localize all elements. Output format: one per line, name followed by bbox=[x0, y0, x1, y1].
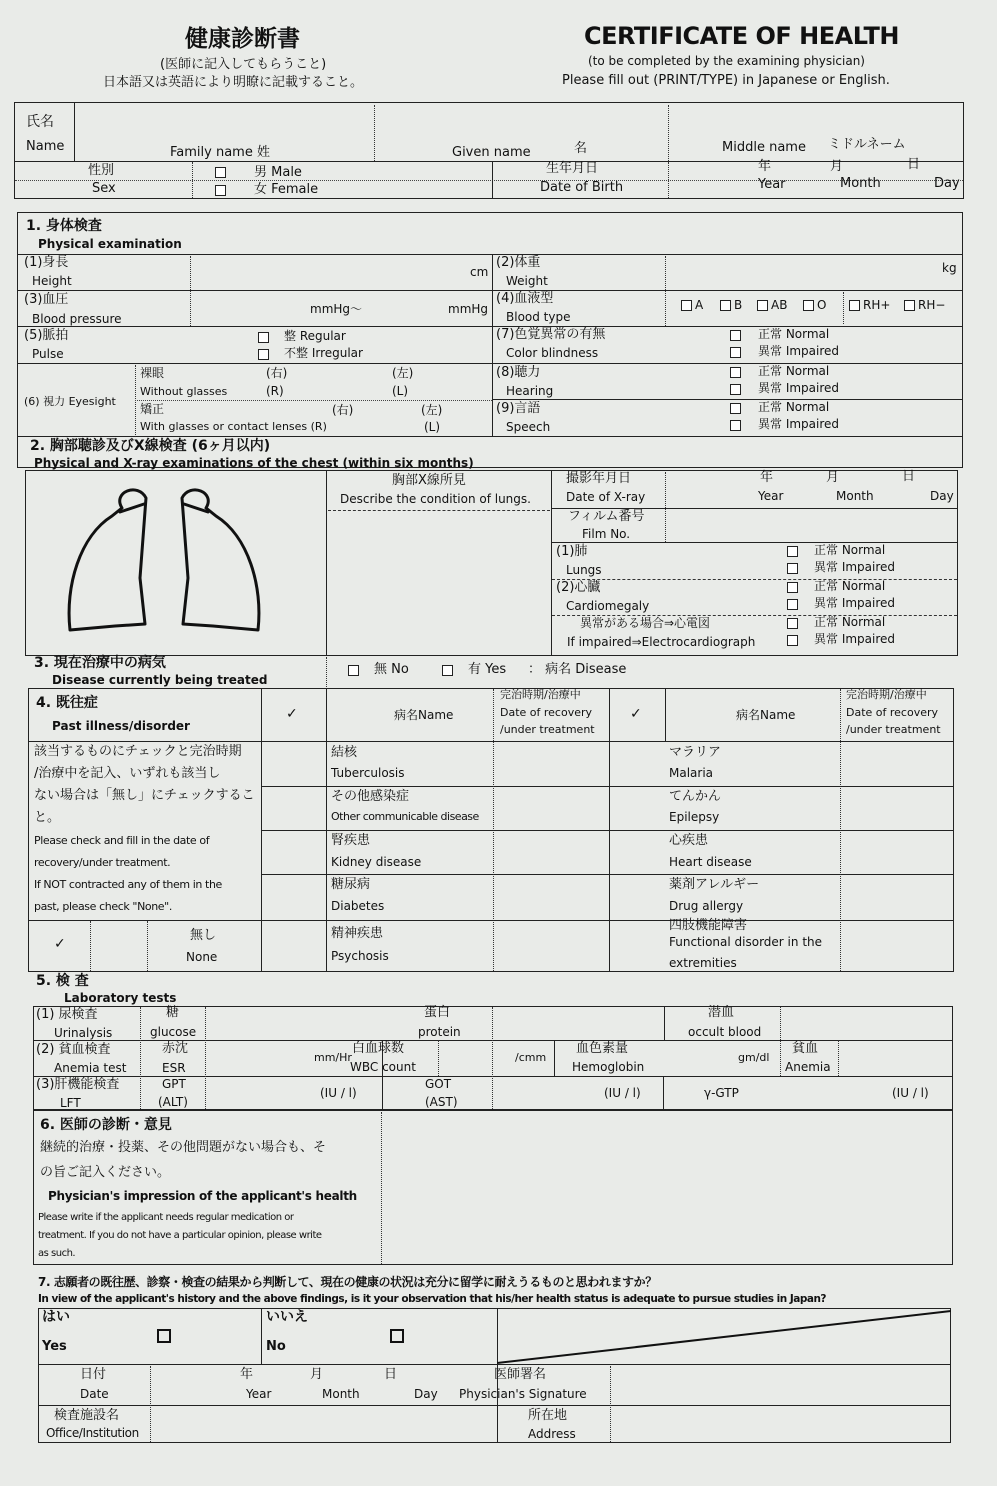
xray-date-en: Date of X-ray bbox=[566, 490, 646, 504]
recov-col-right-jp: 完治時期/治療中 bbox=[846, 688, 927, 701]
female-checkbox[interactable] bbox=[215, 185, 226, 196]
wbc-jp: 白血球数 bbox=[352, 1041, 405, 1056]
gpt-unit: (IU / l) bbox=[320, 1086, 357, 1100]
naked-left-label[interactable]: (L) bbox=[392, 384, 409, 398]
sig-month-jp: 月 bbox=[310, 1367, 324, 1382]
ast-label: (AST) bbox=[425, 1095, 458, 1109]
blood-a-label: A bbox=[695, 298, 704, 312]
psychosis-en: Psychosis bbox=[331, 949, 389, 963]
dob-day-jp: 日 bbox=[907, 157, 921, 172]
none-check[interactable]: ✓ bbox=[54, 936, 66, 952]
xray-year-jp: 年 bbox=[760, 470, 774, 485]
male-label: 男 Male bbox=[254, 165, 302, 180]
no-label-jp: いいえ bbox=[266, 1309, 308, 1325]
speech-normal-label: 正常 Normal bbox=[758, 400, 830, 414]
hearing-normal-checkbox[interactable] bbox=[730, 367, 741, 378]
office-label-en[interactable]: Office/Institution bbox=[46, 1426, 139, 1440]
instr-en-1: Please check and fill in the date of bbox=[34, 834, 210, 847]
office-label-jp: 検査施設名 bbox=[54, 1408, 120, 1423]
s7-question-jp: 7. 志願者の既往歴、診察・検査の結果から判断して、現在の健康の状況は充分に留学に耐えうるものと思われますか？ bbox=[38, 1275, 657, 1289]
xray-date-jp: 撮影年月日 bbox=[566, 471, 632, 486]
gdl-unit: gm/dl bbox=[738, 1051, 770, 1064]
anemia-en: Anemia bbox=[785, 1060, 831, 1074]
signature-label-en[interactable]: Physician's Signature bbox=[459, 1387, 587, 1401]
s4-title-en: Past illness/disorder bbox=[52, 719, 190, 733]
sex-label-jp: 性別 bbox=[88, 163, 115, 178]
speech-normal-checkbox[interactable] bbox=[730, 403, 741, 414]
s1-title-en: Physical examination bbox=[38, 237, 182, 251]
en-subtitle-1: (to be completed by the examining physician) bbox=[588, 54, 865, 68]
rh-pos-checkbox[interactable] bbox=[849, 300, 860, 311]
check-col-right: ✓ bbox=[630, 706, 642, 722]
check-col-left: ✓ bbox=[286, 706, 298, 722]
color-normal-label: 正常 Normal bbox=[758, 327, 830, 341]
pulse-irregular-checkbox[interactable] bbox=[258, 349, 269, 360]
blood-type-label-jp: (4)血液型 bbox=[496, 291, 554, 306]
malaria-jp: マラリア bbox=[669, 745, 722, 760]
given-name-label-jp: 名 bbox=[574, 141, 588, 156]
s6-title-jp: 6. 医師の診断・意見 bbox=[40, 1117, 172, 1133]
diabetes-en: Diabetes bbox=[331, 899, 385, 913]
s5-title-en: Laboratory tests bbox=[64, 991, 177, 1005]
pulse-regular-label: 整 Regular bbox=[284, 329, 346, 343]
heart-jp: 心疾患 bbox=[669, 833, 709, 848]
epilepsy-jp: てんかん bbox=[669, 789, 722, 804]
blood-o-label: O bbox=[817, 298, 827, 312]
blood-ab-label: AB bbox=[771, 298, 788, 312]
corrected-left-label[interactable]: (L) bbox=[424, 420, 441, 434]
lungs-label-en: Lungs bbox=[566, 563, 602, 577]
strike-line bbox=[497, 1309, 951, 1364]
weight-label-jp: (2)体重 bbox=[496, 255, 541, 270]
urinalysis-jp: (1) 尿検査 bbox=[36, 1007, 98, 1022]
color-impaired-label: 異常 Impaired bbox=[758, 344, 840, 358]
ggtp-label: γ-GTP bbox=[704, 1086, 739, 1100]
weight-label-en: Weight bbox=[506, 274, 548, 288]
height-label-jp: (1)身長 bbox=[24, 255, 69, 270]
disease-yes-label: 有 Yes bbox=[468, 662, 507, 677]
address-label-en[interactable]: Address bbox=[528, 1427, 576, 1441]
corrected-left-jp: (左) bbox=[421, 403, 443, 417]
lungs-diagram bbox=[60, 478, 280, 638]
ecg-normal-checkbox[interactable] bbox=[787, 618, 798, 629]
alt-label: (ALT) bbox=[158, 1095, 188, 1109]
recov-col-right-en1: Date of recovery bbox=[846, 706, 939, 719]
female-label: 女 Female bbox=[254, 182, 319, 197]
urinalysis-en: Urinalysis bbox=[54, 1026, 113, 1040]
s6-instr-en-1: Please write if the applicant needs regular medication or bbox=[38, 1212, 294, 1223]
bp-label-en: Blood pressure bbox=[32, 312, 122, 326]
blood-a-checkbox[interactable] bbox=[681, 300, 692, 311]
recov-col-left-en1: Date of recovery bbox=[500, 706, 593, 719]
anemia-test-jp: (2) 貧血検査 bbox=[36, 1042, 111, 1057]
name-label-en: Name bbox=[26, 139, 65, 154]
recov-col-left-jp: 完治時期/治療中 bbox=[500, 688, 581, 701]
disease-name-label[interactable]: ： 病名 Disease bbox=[528, 662, 627, 677]
name-label-jp: 氏名 bbox=[26, 114, 54, 130]
middle-name-label[interactable]: Middle name bbox=[722, 140, 806, 155]
lungs-impaired-checkbox[interactable] bbox=[787, 563, 798, 574]
color-normal-checkbox[interactable] bbox=[730, 330, 741, 341]
cardio-normal-checkbox[interactable] bbox=[787, 582, 798, 593]
address-label-jp: 所在地 bbox=[528, 1408, 568, 1423]
date-label-jp: 日付 bbox=[80, 1367, 107, 1382]
yes-label-en: Yes bbox=[42, 1339, 67, 1354]
speech-impaired-checkbox[interactable] bbox=[730, 420, 741, 431]
speech-label-jp: (9)言語 bbox=[496, 401, 541, 416]
s2-title-en: Physical and X-ray examinations of the chest (within six months) bbox=[34, 456, 474, 470]
drug-allergy-jp: 薬剤アレルギー bbox=[669, 877, 760, 892]
naked-right-label[interactable]: (R) bbox=[266, 384, 284, 398]
mmhr-unit: mm/Hr bbox=[314, 1051, 352, 1064]
corrected-jp: 矯正 bbox=[140, 402, 165, 416]
ecg-impaired-checkbox[interactable] bbox=[787, 635, 798, 646]
tuberculosis-en: Tuberculosis bbox=[331, 766, 405, 780]
cardio-normal-label: 正常 Normal bbox=[814, 579, 886, 593]
jp-title: 健康診断書 bbox=[185, 26, 300, 52]
name-col-right: 病名Name bbox=[736, 708, 796, 722]
sig-year-jp: 年 bbox=[240, 1367, 254, 1382]
pulse-label-en: Pulse bbox=[32, 347, 64, 361]
cardio-label-en: Cardiomegaly bbox=[566, 599, 650, 613]
eyesight-label: (6) 視力 Eyesight bbox=[24, 395, 116, 408]
blood-b-label: B bbox=[734, 298, 743, 312]
disease-no-checkbox[interactable] bbox=[348, 665, 359, 676]
functional-jp: 四肢機能障害 bbox=[669, 918, 748, 933]
blood-ab-checkbox[interactable] bbox=[757, 300, 768, 311]
hearing-impaired-checkbox[interactable] bbox=[730, 384, 741, 395]
instr-jp-4: と。 bbox=[34, 810, 61, 825]
heart-en: Heart disease bbox=[669, 855, 752, 869]
s6-instr-en-3: as such. bbox=[38, 1248, 76, 1259]
other-disease-jp: その他感染症 bbox=[331, 789, 410, 804]
hearing-impaired-label: 異常 Impaired bbox=[758, 381, 840, 395]
color-label-en: Color blindness bbox=[506, 346, 599, 360]
s6-instr-jp-2: の旨ご記入ください。 bbox=[40, 1165, 171, 1180]
hemoglobin-en: Hemoglobin bbox=[572, 1060, 645, 1074]
cardio-impaired-label: 異常 Impaired bbox=[814, 596, 896, 610]
esr-jp: 赤沈 bbox=[162, 1041, 189, 1056]
speech-impaired-label: 異常 Impaired bbox=[758, 417, 840, 431]
lungs-label-jp: (1)肺 bbox=[556, 544, 588, 559]
esr-en: ESR bbox=[162, 1061, 186, 1075]
film-no-en[interactable]: Film No. bbox=[582, 527, 631, 541]
color-impaired-checkbox[interactable] bbox=[730, 347, 741, 358]
en-subtitle-2: Please fill out (PRINT/TYPE) in Japanese or English. bbox=[562, 73, 890, 88]
epilepsy-en: Epilepsy bbox=[669, 810, 720, 824]
kg-unit: kg bbox=[942, 261, 957, 275]
got-label: GOT bbox=[425, 1077, 452, 1091]
psychosis-jp: 精神疾患 bbox=[331, 926, 384, 941]
s6-instr-en-2: treatment. If you do not have a particular opinion, please write bbox=[38, 1230, 322, 1241]
xray-day-jp: 日 bbox=[902, 469, 916, 484]
name-col-left: 病名Name bbox=[394, 708, 454, 722]
protein-jp: 蛋白 bbox=[424, 1005, 451, 1020]
dob-month[interactable]: Month bbox=[840, 176, 881, 191]
lungs-normal-label: 正常 Normal bbox=[814, 543, 886, 557]
s3-title-jp: 3. 現在治療中の病気 bbox=[34, 655, 166, 671]
disease-yes-checkbox[interactable] bbox=[442, 665, 453, 676]
malaria-en: Malaria bbox=[669, 766, 714, 780]
bp-label-jp: (3)血圧 bbox=[24, 292, 69, 307]
recov-col-left-en2: /under treatment bbox=[500, 723, 595, 736]
ggtp-unit: (IU / l) bbox=[892, 1086, 929, 1100]
family-name-label[interactable]: Family name 姓 bbox=[170, 145, 270, 160]
jp-subtitle-1: (医師に記入してもらうこと) bbox=[160, 57, 327, 72]
blood-o-checkbox[interactable] bbox=[803, 300, 814, 311]
color-label-jp: (7)色覚異常の有無 bbox=[496, 327, 606, 342]
male-checkbox[interactable] bbox=[215, 167, 226, 178]
dob-year[interactable]: Year bbox=[758, 177, 786, 192]
instr-jp-1: 該当するものにチェックと完治時期 bbox=[34, 744, 242, 759]
xray-month-jp: 月 bbox=[826, 470, 840, 485]
xray-month[interactable]: Month bbox=[836, 489, 874, 503]
naked-eye-jp: 裸眼 bbox=[140, 366, 165, 380]
ecg-label-jp: 異常がある場合⇒心電図 bbox=[580, 616, 711, 630]
s7-question-en: In view of the applicant's history and the above findings, is it your observation that his/her health status is adequate to pursue studies in Japan? bbox=[38, 1293, 827, 1305]
wbc-en: WBC count bbox=[350, 1060, 416, 1074]
s1-title-jp: 1. 身体検査 bbox=[26, 218, 102, 234]
xray-day[interactable]: Day bbox=[930, 489, 954, 503]
hearing-label-en: Hearing bbox=[506, 384, 554, 398]
physician-impression-field[interactable] bbox=[384, 1112, 950, 1262]
s5-title-jp: 5. 検 査 bbox=[36, 973, 89, 989]
kidney-jp: 腎疾患 bbox=[331, 833, 371, 848]
gpt-label: GPT bbox=[162, 1077, 186, 1091]
ecg-impaired-label: 異常 Impaired bbox=[814, 632, 896, 646]
functional-en: Functional disorder in the bbox=[669, 935, 823, 949]
dob-label-jp: 生年月日 bbox=[546, 161, 599, 176]
lungs-normal-checkbox[interactable] bbox=[787, 546, 798, 557]
disease-no-label: 無 No bbox=[374, 662, 409, 677]
pulse-regular-checkbox[interactable] bbox=[258, 332, 269, 343]
no-label-en: No bbox=[266, 1339, 286, 1354]
anemia-test-en: Anemia test bbox=[54, 1061, 127, 1075]
rh-neg-label: RH− bbox=[918, 298, 946, 312]
diabetes-jp: 糖尿病 bbox=[331, 877, 371, 892]
kidney-en: Kidney disease bbox=[331, 855, 422, 869]
ecg-label-en: If impaired⇒Electrocardiograph bbox=[567, 635, 756, 649]
anemia-jp: 貧血 bbox=[792, 1041, 819, 1056]
sig-day-jp: 日 bbox=[384, 1367, 398, 1382]
dob-year-jp: 年 bbox=[758, 159, 772, 174]
rh-pos-label: RH+ bbox=[863, 298, 891, 312]
middle-name-label-jp: ミドルネーム bbox=[828, 137, 906, 152]
sig-month[interactable]: Month bbox=[322, 1387, 360, 1401]
none-label-en: None bbox=[186, 950, 218, 964]
instr-en-3: If NOT contracted any of them in the bbox=[34, 878, 222, 891]
xray-findings-en: Describe the condition of lungs. bbox=[340, 492, 531, 506]
with-glasses-label[interactable]: With glasses or contact lenses (R) bbox=[140, 420, 327, 433]
dob-day[interactable]: Day bbox=[934, 176, 960, 191]
naked-left-jp: (左) bbox=[392, 366, 414, 380]
occult-blood-en: occult blood bbox=[688, 1025, 762, 1039]
naked-right-jp: (右) bbox=[266, 366, 288, 380]
occult-blood-jp: 潜血 bbox=[708, 1005, 735, 1020]
instr-en-4: past, please check "None". bbox=[34, 900, 172, 913]
instr-jp-2: /治療中を記入、いずれも該当し bbox=[34, 766, 221, 781]
cardio-label-jp: (2)心臓 bbox=[556, 580, 601, 595]
en-title: CERTIFICATE OF HEALTH bbox=[584, 22, 899, 50]
instr-en-2: recovery/under treatment. bbox=[34, 856, 171, 869]
sig-year[interactable]: Year bbox=[246, 1387, 272, 1401]
lft-jp: (3)肝機能検査 bbox=[36, 1077, 120, 1092]
pulse-label-jp: (5)脈拍 bbox=[24, 328, 69, 343]
glucose-jp: 糖 bbox=[166, 1005, 180, 1020]
yes-checkbox[interactable] bbox=[157, 1329, 171, 1343]
signature-label-jp: 医師署名 bbox=[494, 1367, 547, 1382]
hearing-normal-label: 正常 Normal bbox=[758, 364, 830, 378]
cm-unit: cm bbox=[470, 265, 489, 279]
recov-col-right-en2: /under treatment bbox=[846, 723, 941, 736]
got-unit: (IU / l) bbox=[604, 1086, 641, 1100]
instr-jp-3: ない場合は「無し」にチェックするこ bbox=[34, 788, 255, 803]
cmm-unit: /cmm bbox=[515, 1051, 547, 1064]
xray-findings-jp: 胸部X線所見 bbox=[392, 473, 466, 488]
given-name-label[interactable]: Given name bbox=[452, 145, 531, 160]
protein-en: protein bbox=[418, 1025, 461, 1039]
film-no-jp: フィルム番号 bbox=[568, 509, 645, 524]
without-glasses-label: Without glasses bbox=[140, 385, 228, 398]
s2-title-jp: 2. 胸部聴診及びX線検査 (6ヶ月以内) bbox=[30, 438, 271, 454]
pulse-irregular-label: 不整 Irregular bbox=[284, 346, 363, 360]
mmhg-unit-2: mmHg bbox=[448, 302, 489, 316]
blood-b-checkbox[interactable] bbox=[720, 300, 731, 311]
xray-year[interactable]: Year bbox=[758, 489, 784, 503]
sex-label-en: Sex bbox=[92, 181, 116, 196]
dob-month-jp: 月 bbox=[830, 159, 844, 174]
mmhg-unit-1: mmHg〜 bbox=[310, 302, 363, 316]
jp-subtitle-2: 日本語又は英語により明瞭に記載すること。 bbox=[103, 75, 364, 90]
cardio-impaired-checkbox[interactable] bbox=[787, 599, 798, 610]
ecg-normal-label: 正常 Normal bbox=[814, 615, 886, 629]
speech-label-en: Speech bbox=[506, 420, 551, 434]
rh-neg-checkbox[interactable] bbox=[904, 300, 915, 311]
lungs-impaired-label: 異常 Impaired bbox=[814, 560, 896, 574]
hearing-label-jp: (8)聴力 bbox=[496, 365, 541, 380]
yes-label-jp: はい bbox=[42, 1309, 70, 1325]
glucose-en: glucose bbox=[150, 1025, 197, 1039]
no-checkbox[interactable] bbox=[390, 1329, 404, 1343]
tuberculosis-jp: 結核 bbox=[331, 745, 358, 760]
none-label-jp: 無し bbox=[190, 928, 217, 943]
lft-en: LFT bbox=[60, 1096, 81, 1110]
hemoglobin-jp: 血色素量 bbox=[576, 1041, 629, 1056]
height-label-en: Height bbox=[32, 274, 72, 288]
functional-en2: extremities bbox=[669, 956, 737, 970]
s6-title-en: Physician's impression of the applicant's health bbox=[48, 1189, 357, 1203]
s4-title-jp: 4. 既往症 bbox=[36, 695, 98, 711]
blood-type-label-en: Blood type bbox=[506, 310, 571, 324]
s3-title-en: Disease currently being treated bbox=[52, 673, 268, 687]
sig-day[interactable]: Day bbox=[414, 1387, 438, 1401]
corrected-right-jp: (右) bbox=[332, 403, 354, 417]
dob-label-en: Date of Birth bbox=[540, 180, 624, 195]
date-label-en: Date bbox=[80, 1387, 109, 1401]
drug-allergy-en: Drug allergy bbox=[669, 899, 744, 913]
other-disease-en: Other communicable disease bbox=[331, 810, 479, 823]
s6-instr-jp-1: 継続的治療・投薬、その他問題がない場合も、そ bbox=[40, 1140, 327, 1155]
